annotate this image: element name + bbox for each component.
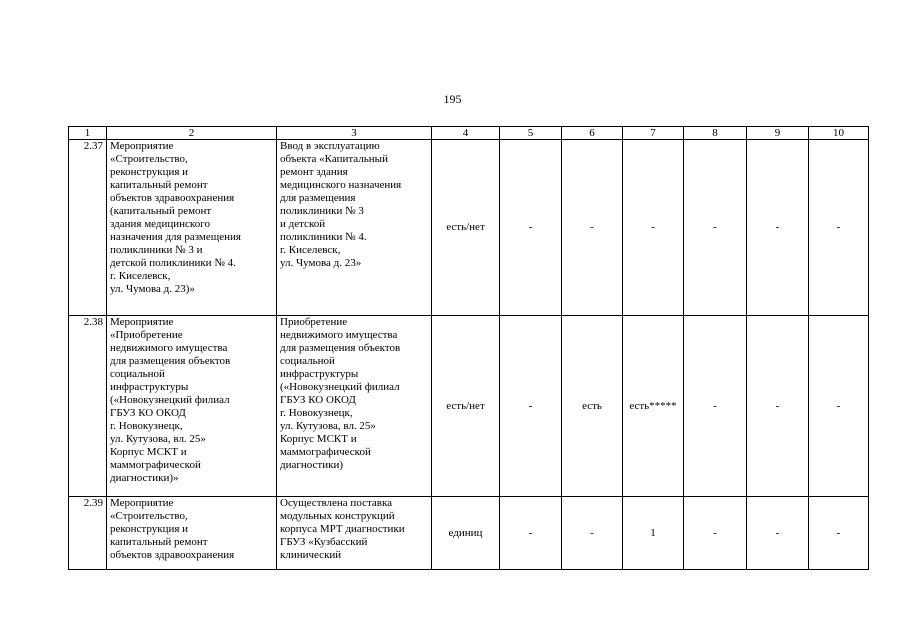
value-cell: - xyxy=(747,497,809,570)
value-cell: есть***** xyxy=(623,316,684,497)
value-cell: - xyxy=(684,140,747,316)
column-number: 9 xyxy=(747,127,809,140)
column-number: 7 xyxy=(623,127,684,140)
value-cell: - xyxy=(562,140,623,316)
row-number: 2.39 xyxy=(69,497,107,570)
column-number: 10 xyxy=(809,127,869,140)
column-numbers-row xyxy=(69,127,869,140)
unit-cell: единиц xyxy=(432,497,500,570)
value-cell: - xyxy=(500,497,562,570)
column-number: 8 xyxy=(684,127,747,140)
value-cell: - xyxy=(809,316,869,497)
value-cell: 1 xyxy=(623,497,684,570)
column-number: 2 xyxy=(107,127,277,140)
event-description: Мероприятие «Приобретение недвижимого имущества для размещения объектов социальной инфраструктуры («Новокузнецкий филиал ГБУЗ КО ОКОД г. Новокузнецк, ул. Кутузова, вл. 25» Корпус МСКТ и маммографической диагностики)» xyxy=(107,316,277,497)
value-cell: - xyxy=(562,497,623,570)
result-description: Осуществлена поставка модульных конструкций корпуса МРТ диагностики ГБУЗ «Кузбасский клинический xyxy=(277,497,432,570)
column-number: 5 xyxy=(500,127,562,140)
event-description: Мероприятие «Строительство, реконструкция и капитальный ремонт объектов здравоохранения xyxy=(107,497,277,570)
row-number: 2.38 xyxy=(69,316,107,497)
value-cell: - xyxy=(747,316,809,497)
value-cell: - xyxy=(500,316,562,497)
column-number: 4 xyxy=(432,127,500,140)
value-cell: - xyxy=(623,140,684,316)
unit-cell: есть/нет xyxy=(432,140,500,316)
measures-table xyxy=(68,126,869,570)
column-number: 6 xyxy=(562,127,623,140)
table-row xyxy=(69,497,869,570)
page-number: 195 xyxy=(443,92,462,106)
value-cell: - xyxy=(809,140,869,316)
result-description: Приобретение недвижимого имущества для размещения объектов социальной инфраструктуры («Новокузнецкий филиал ГБУЗ КО ОКОД г. Новокузнецк, ул. Кутузова, вл. 25» Корпус МСКТ и маммографической диагностики) xyxy=(277,316,432,497)
row-number: 2.37 xyxy=(69,140,107,316)
result-description: Ввод в эксплуатацию объекта «Капитальный ремонт здания медицинского назначения для размещения поликлиники № 3 и детской поликлиники № 4. г. Киселевск, ул. Чумова д. 23» xyxy=(277,140,432,316)
event-description: Мероприятие «Строительство, реконструкция и капитальный ремонт объектов здравоохранения (капитальный ремонт здания медицинского назначения для размещения поликлиники № 3 и детской поликлиники № 4. г. Киселевск, ул. Чумова д. 23)» xyxy=(107,140,277,316)
table-row xyxy=(69,316,869,497)
value-cell: - xyxy=(684,316,747,497)
unit-cell: есть/нет xyxy=(432,316,500,497)
value-cell: есть xyxy=(562,316,623,497)
value-cell: - xyxy=(500,140,562,316)
value-cell: - xyxy=(684,497,747,570)
value-cell: - xyxy=(747,140,809,316)
table-row xyxy=(69,140,869,316)
column-number: 3 xyxy=(277,127,432,140)
column-number: 1 xyxy=(69,127,107,140)
value-cell: - xyxy=(809,497,869,570)
